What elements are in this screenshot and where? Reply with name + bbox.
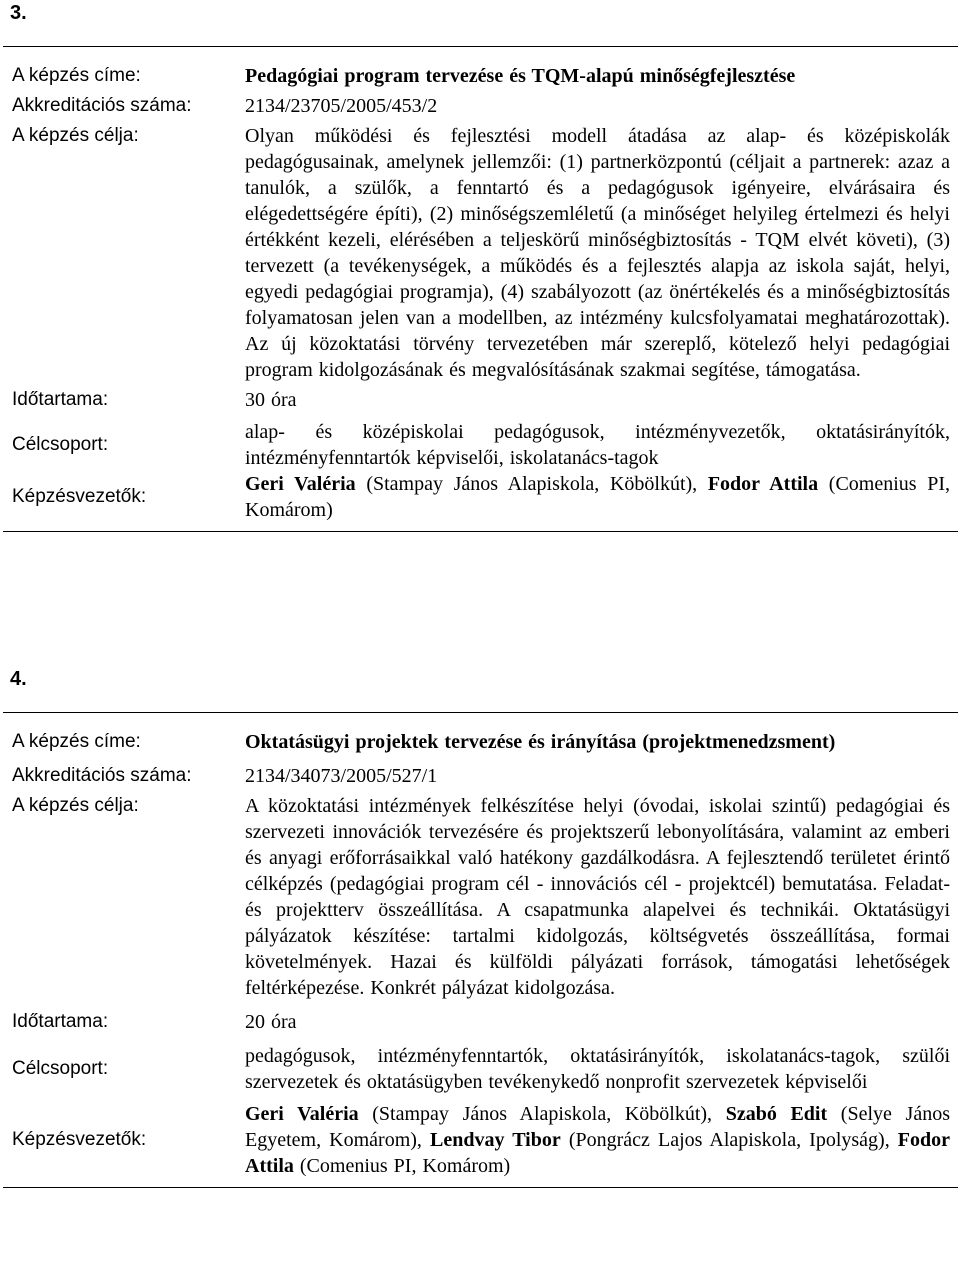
goal-text: A közoktatási intézmények felkészítése helyi (óvodai, iskolai szintű) pedagógiai és szervezeti innovációk tervezésére és projektszerű lebonyolítására, valamint az emberi és anyagi erőforrásaikkal való hatékony gazdálkodásra. A fejlesztendő területet érintő célképzés (pedagógiai program cél - innovációs cél - projektcél) bemutatása. Feladat- és projektterv összeállítása. A csapatmunka alapelvei és technikái. Oktatásügyi pályázatok készítése: tartalmi kidolgozás, költségvetés összeállítása, formai követelmények. Hazai és külföldi pályázati források, támogatási lehetőségek feltérképezése. Konkrét pályázat kidolgozása. (245, 795, 950, 999)
leaders-row (3, 1095, 958, 1188)
leaders-value (237, 471, 958, 532)
goal-label: A képzés célja: (12, 125, 139, 146)
leader-affiliation: (Comenius PI, Komárom) (293, 1155, 511, 1177)
accreditation-label: Akkreditációs száma: (12, 765, 192, 786)
accreditation-number: 2134/23705/2005/453/2 (245, 95, 438, 117)
leader-name: Fodor Attila (245, 1129, 950, 1177)
target-value: alap- és középiskolai pedagógusok, intézményvezetők, oktatásirányítók, intézményfenntartók képviselői, iskolatanács-tagok (245, 421, 950, 469)
title-row (3, 47, 958, 90)
goal-row (3, 789, 958, 1001)
target-row (3, 1035, 958, 1095)
duration-row (3, 1001, 958, 1035)
course-table-4 (3, 712, 958, 1188)
goal-text: Olyan működési és fejlesztési modell átadása az alap- és középiskolák pedagógusainak, amelynek jellemzői: (1) partnerközpontú (céljait a partnerek: azaz a tanulók, a szülők, a fenntartó és a pedagógusok igényeire, elvárásaira és elégedettségére építi), (2) minőségszemléletű (a minőséget helyileg értelmezi és helyi értékként kezeli, elérésében a teljeskörű minőségbiztosítás - TQM elvét követi), (3) tervezett (a tevékenységek, a működés és a fejlesztés alapja az iskola saját, helyi, egyedi pedagógiai programja), (4) szabályozott (az önértékelés és a minőségbiztosítás folyamatosan jelen van a modellben, az intézmény kulcsfolyamatai meghatározottak). Az új közoktatási törvény tervezetében már szereplő, kötelező helyi pedagógiai program kidolgozásának és megvalósításának szakmai segítése, támogatása. (245, 125, 950, 381)
goal-row (3, 119, 958, 383)
target-label: Célcsoport: (12, 434, 109, 455)
duration-label: Időtartama: (12, 1011, 109, 1032)
leaders-label: Képzésvezetők: (12, 1129, 147, 1150)
title-label: A képzés címe: (12, 731, 141, 752)
title-label: A képzés címe: (12, 65, 141, 86)
course-title: Oktatásügyi projektek tervezése és irányítása (projektmenedzsment) (245, 731, 836, 753)
section-3-number: 3. (10, 2, 27, 24)
target-value: pedagógusok, intézményfenntartók, oktatásirányítók, iskolatanács-tagok, szülői szervezetek és oktatásügyben tevékenykedő nonprofit szervezetek képviselői (245, 1045, 950, 1093)
course-table-3 (3, 46, 958, 532)
duration-row (3, 383, 958, 413)
accreditation-number: 2134/34073/2005/527/1 (245, 765, 438, 787)
leaders-value (237, 1095, 958, 1188)
target-row (3, 413, 958, 471)
duration-value: 20 óra (245, 1011, 297, 1033)
leader-affiliation: (Comenius PI, Komárom) (245, 473, 951, 521)
target-label: Célcsoport: (12, 1058, 109, 1079)
accreditation-label: Akkreditációs száma: (12, 95, 192, 116)
title-row (3, 713, 958, 756)
duration-label: Időtartama: (12, 389, 109, 410)
duration-value: 30 óra (245, 389, 297, 411)
accreditation-row (3, 89, 958, 119)
leader-name: Fodor Attila (707, 473, 819, 495)
section-4-number: 4. (10, 668, 27, 690)
course-title: Pedagógiai program tervezése és TQM-alapú minőségfejlesztése (245, 65, 796, 87)
leaders-row (3, 471, 958, 532)
leader-name: Geri Valéria (245, 473, 356, 495)
leader-name: Szabó Edit (725, 1103, 828, 1125)
leaders-label: Képzésvezetők: (12, 486, 147, 507)
goal-label: A képzés célja: (12, 795, 139, 816)
accreditation-row (3, 755, 958, 789)
leader-affiliation: (Stampay János Alapiskola, Köbölkút), (358, 1103, 726, 1125)
leader-affiliation: (Pongrácz Lajos Alapiskola, Ipolyság), (560, 1129, 898, 1151)
leader-affiliation: (Selye János Egyetem, Komárom), (245, 1103, 950, 1151)
leader-affiliation: (Stampay János Alapiskola, Köbölkút), (355, 473, 708, 495)
leader-name: Lendvay Tibor (430, 1129, 561, 1151)
leader-name: Geri Valéria (245, 1103, 359, 1125)
